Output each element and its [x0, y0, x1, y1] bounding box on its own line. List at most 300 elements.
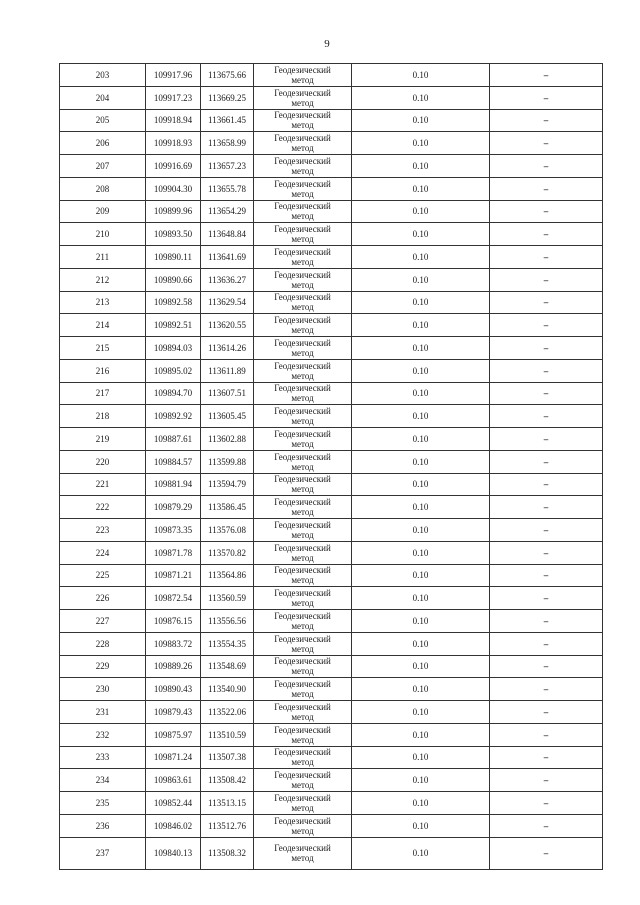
accuracy-cell: 0.10	[352, 473, 490, 496]
x-coordinate-cell: 109892.92	[146, 405, 201, 428]
x-coordinate-cell: 109916.69	[146, 155, 201, 178]
method-line-2: метод	[291, 165, 314, 176]
method-cell	[254, 792, 352, 815]
method-line-1: Геодезический	[274, 246, 331, 257]
point-number-cell: 211	[60, 246, 146, 269]
point-number-cell: 231	[60, 701, 146, 724]
method-cell	[254, 632, 352, 655]
y-coordinate-cell: 113576.08	[201, 519, 254, 542]
method-line-2: метод	[291, 416, 314, 427]
method-line-1: Геодезический	[274, 474, 331, 485]
accuracy-cell: 0.10	[352, 337, 490, 360]
note-cell: –	[490, 473, 603, 496]
method-line-1: Геодезический	[274, 633, 331, 644]
accuracy-cell: 0.10	[352, 268, 490, 291]
point-number-cell: 214	[60, 314, 146, 337]
method-line-1: Геодезический	[274, 519, 331, 530]
x-coordinate-cell: 109899.96	[146, 200, 201, 223]
method-line-2: метод	[291, 393, 314, 404]
note-cell: –	[490, 177, 603, 200]
accuracy-cell: 0.10	[352, 837, 490, 869]
note-cell: –	[490, 610, 603, 633]
method-line-2: метод	[291, 74, 314, 85]
method-cell	[254, 291, 352, 314]
point-number-cell: 207	[60, 155, 146, 178]
y-coordinate-cell: 113522.06	[201, 701, 254, 724]
accuracy-cell: 0.10	[352, 632, 490, 655]
method-line-1: Геодезический	[274, 155, 331, 166]
accuracy-cell: 0.10	[352, 200, 490, 223]
method-cell	[254, 132, 352, 155]
accuracy-cell: 0.10	[352, 359, 490, 382]
y-coordinate-cell: 113599.88	[201, 450, 254, 473]
table-row	[60, 86, 603, 109]
method-cell	[254, 359, 352, 382]
accuracy-cell: 0.10	[352, 109, 490, 132]
accuracy-cell: 0.10	[352, 314, 490, 337]
method-line-1: Геодезический	[274, 178, 331, 189]
accuracy-cell: 0.10	[352, 723, 490, 746]
method-line-1: Геодезический	[274, 360, 331, 371]
point-number-cell: 208	[60, 177, 146, 200]
accuracy-cell: 0.10	[352, 496, 490, 519]
method-line-2: метод	[291, 325, 314, 336]
method-line-1: Геодезический	[274, 87, 331, 98]
accuracy-cell: 0.10	[352, 155, 490, 178]
method-cell	[254, 64, 352, 87]
method-cell	[254, 337, 352, 360]
x-coordinate-cell: 109893.50	[146, 223, 201, 246]
table-row	[60, 519, 603, 542]
accuracy-cell: 0.10	[352, 519, 490, 542]
y-coordinate-cell: 113607.51	[201, 382, 254, 405]
method-line-2: метод	[291, 620, 314, 631]
method-line-1: Геодезический	[274, 224, 331, 235]
page-number: 9	[324, 38, 330, 50]
note-cell: –	[490, 587, 603, 610]
y-coordinate-cell: 113654.29	[201, 200, 254, 223]
y-coordinate-cell: 113508.42	[201, 769, 254, 792]
accuracy-cell: 0.10	[352, 541, 490, 564]
x-coordinate-cell: 109840.13	[146, 837, 201, 869]
y-coordinate-cell: 113594.79	[201, 473, 254, 496]
method-cell	[254, 746, 352, 769]
y-coordinate-cell: 113507.38	[201, 746, 254, 769]
method-line-2: метод	[291, 211, 314, 222]
note-cell: –	[490, 450, 603, 473]
note-cell: –	[490, 655, 603, 678]
y-coordinate-cell: 113655.78	[201, 177, 254, 200]
note-cell: –	[490, 814, 603, 837]
method-cell	[254, 450, 352, 473]
x-coordinate-cell: 109852.44	[146, 792, 201, 815]
table-row	[60, 814, 603, 837]
y-coordinate-cell: 113570.82	[201, 541, 254, 564]
y-coordinate-cell: 113636.27	[201, 268, 254, 291]
x-coordinate-cell: 109918.94	[146, 109, 201, 132]
x-coordinate-cell: 109879.43	[146, 701, 201, 724]
accuracy-cell: 0.10	[352, 655, 490, 678]
method-line-2: метод	[291, 853, 314, 863]
method-line-1: Геодезический	[274, 724, 331, 735]
x-coordinate-cell: 109892.51	[146, 314, 201, 337]
point-number-cell: 209	[60, 200, 146, 223]
x-coordinate-cell: 109884.57	[146, 450, 201, 473]
accuracy-cell: 0.10	[352, 701, 490, 724]
method-line-1: Геодезический	[274, 679, 331, 690]
method-line-1: Геодезический	[274, 315, 331, 326]
method-line-1: Геодезический	[274, 610, 331, 621]
table-row	[60, 837, 603, 869]
y-coordinate-cell: 113661.45	[201, 109, 254, 132]
point-number-cell: 203	[60, 64, 146, 87]
point-number-cell: 218	[60, 405, 146, 428]
point-number-cell: 216	[60, 359, 146, 382]
x-coordinate-cell: 109846.02	[146, 814, 201, 837]
y-coordinate-cell: 113669.25	[201, 86, 254, 109]
x-coordinate-cell: 109890.43	[146, 678, 201, 701]
table-row	[60, 109, 603, 132]
table-row	[60, 291, 603, 314]
method-line-1: Геодезический	[274, 770, 331, 781]
point-number-cell: 204	[60, 86, 146, 109]
accuracy-cell: 0.10	[352, 246, 490, 269]
method-line-1: Геодезический	[274, 110, 331, 121]
method-cell	[254, 155, 352, 178]
note-cell: –	[490, 769, 603, 792]
x-coordinate-cell: 109917.23	[146, 86, 201, 109]
y-coordinate-cell: 113648.84	[201, 223, 254, 246]
note-cell: –	[490, 701, 603, 724]
method-cell	[254, 428, 352, 451]
method-cell	[254, 314, 352, 337]
method-cell	[254, 655, 352, 678]
point-number-cell: 230	[60, 678, 146, 701]
point-number-cell: 232	[60, 723, 146, 746]
note-cell: –	[490, 632, 603, 655]
table-row	[60, 678, 603, 701]
table-row	[60, 200, 603, 223]
method-cell	[254, 814, 352, 837]
note-cell: –	[490, 314, 603, 337]
method-line-1: Геодезический	[274, 269, 331, 280]
table-row	[60, 610, 603, 633]
table-row	[60, 473, 603, 496]
method-cell	[254, 723, 352, 746]
method-line-1: Геодезический	[274, 815, 331, 826]
y-coordinate-cell: 113513.15	[201, 792, 254, 815]
x-coordinate-cell: 109890.11	[146, 246, 201, 269]
method-line-2: метод	[291, 484, 314, 495]
method-line-2: метод	[291, 143, 314, 154]
method-line-2: метод	[291, 234, 314, 245]
note-cell: –	[490, 405, 603, 428]
method-line-2: метод	[291, 438, 314, 449]
accuracy-cell: 0.10	[352, 382, 490, 405]
method-line-1: Геодезический	[274, 337, 331, 348]
y-coordinate-cell: 113602.88	[201, 428, 254, 451]
point-number-cell: 234	[60, 769, 146, 792]
y-coordinate-cell: 113508.32	[201, 837, 254, 869]
method-line-2: метод	[291, 757, 314, 768]
method-cell	[254, 473, 352, 496]
accuracy-cell: 0.10	[352, 678, 490, 701]
method-line-1: Геодезический	[274, 656, 331, 667]
method-cell	[254, 769, 352, 792]
table-row	[60, 155, 603, 178]
x-coordinate-cell: 109881.94	[146, 473, 201, 496]
method-cell	[254, 246, 352, 269]
method-line-2: метод	[291, 666, 314, 677]
method-line-1: Геодезический	[274, 64, 331, 75]
note-cell: –	[490, 564, 603, 587]
table-row	[60, 428, 603, 451]
method-cell	[254, 496, 352, 519]
x-coordinate-cell: 109871.24	[146, 746, 201, 769]
method-line-1: Геодезический	[274, 428, 331, 439]
coordinates-table	[59, 63, 603, 870]
x-coordinate-cell: 109918.93	[146, 132, 201, 155]
method-line-1: Геодезический	[274, 451, 331, 462]
x-coordinate-cell: 109894.70	[146, 382, 201, 405]
accuracy-cell: 0.10	[352, 177, 490, 200]
method-line-1: Геодезический	[274, 565, 331, 576]
method-line-2: метод	[291, 689, 314, 700]
table-row	[60, 177, 603, 200]
method-cell	[254, 200, 352, 223]
x-coordinate-cell: 109875.97	[146, 723, 201, 746]
point-number-cell: 235	[60, 792, 146, 815]
table-row	[60, 450, 603, 473]
note-cell: –	[490, 200, 603, 223]
x-coordinate-cell: 109892.58	[146, 291, 201, 314]
method-cell	[254, 564, 352, 587]
note-cell: –	[490, 268, 603, 291]
y-coordinate-cell: 113554.35	[201, 632, 254, 655]
x-coordinate-cell: 109883.72	[146, 632, 201, 655]
y-coordinate-cell: 113560.59	[201, 587, 254, 610]
note-cell: –	[490, 337, 603, 360]
note-cell: –	[490, 223, 603, 246]
point-number-cell: 223	[60, 519, 146, 542]
method-line-2: метод	[291, 120, 314, 131]
accuracy-cell: 0.10	[352, 223, 490, 246]
method-line-1: Геодезический	[274, 292, 331, 303]
method-line-1: Геодезический	[274, 497, 331, 508]
point-number-cell: 221	[60, 473, 146, 496]
y-coordinate-cell: 113641.69	[201, 246, 254, 269]
y-coordinate-cell: 113586.45	[201, 496, 254, 519]
x-coordinate-cell: 109890.66	[146, 268, 201, 291]
accuracy-cell: 0.10	[352, 587, 490, 610]
note-cell: –	[490, 519, 603, 542]
x-coordinate-cell: 109872.54	[146, 587, 201, 610]
table-row	[60, 268, 603, 291]
x-coordinate-cell: 109871.78	[146, 541, 201, 564]
method-line-1: Геодезический	[274, 383, 331, 394]
point-number-cell: 226	[60, 587, 146, 610]
method-cell	[254, 701, 352, 724]
method-line-2: метод	[291, 643, 314, 654]
accuracy-cell: 0.10	[352, 746, 490, 769]
point-number-cell: 225	[60, 564, 146, 587]
note-cell: –	[490, 496, 603, 519]
point-number-cell: 219	[60, 428, 146, 451]
y-coordinate-cell: 113605.45	[201, 405, 254, 428]
y-coordinate-cell: 113564.86	[201, 564, 254, 587]
accuracy-cell: 0.10	[352, 792, 490, 815]
table-row	[60, 632, 603, 655]
note-cell: –	[490, 382, 603, 405]
point-number-cell: 233	[60, 746, 146, 769]
method-cell	[254, 587, 352, 610]
method-line-1: Геодезический	[274, 406, 331, 417]
accuracy-cell: 0.10	[352, 769, 490, 792]
table-row	[60, 64, 603, 87]
point-number-cell: 227	[60, 610, 146, 633]
method-line-2: метод	[291, 256, 314, 267]
method-line-2: метод	[291, 825, 314, 836]
y-coordinate-cell: 113611.89	[201, 359, 254, 382]
method-line-2: метод	[291, 370, 314, 381]
point-number-cell: 237	[60, 837, 146, 869]
method-line-1: Геодезический	[274, 588, 331, 599]
table-row	[60, 701, 603, 724]
method-line-1: Геодезический	[274, 792, 331, 803]
accuracy-cell: 0.10	[352, 64, 490, 87]
x-coordinate-cell: 109863.61	[146, 769, 201, 792]
method-cell	[254, 109, 352, 132]
method-cell	[254, 405, 352, 428]
method-cell	[254, 541, 352, 564]
method-cell	[254, 223, 352, 246]
note-cell: –	[490, 678, 603, 701]
accuracy-cell: 0.10	[352, 428, 490, 451]
method-line-1: Геодезический	[274, 747, 331, 758]
method-line-2: метод	[291, 734, 314, 745]
accuracy-cell: 0.10	[352, 86, 490, 109]
y-coordinate-cell: 113658.99	[201, 132, 254, 155]
method-cell	[254, 610, 352, 633]
y-coordinate-cell: 113620.55	[201, 314, 254, 337]
point-number-cell: 205	[60, 109, 146, 132]
method-line-2: метод	[291, 188, 314, 199]
y-coordinate-cell: 113614.26	[201, 337, 254, 360]
x-coordinate-cell: 109889.26	[146, 655, 201, 678]
point-number-cell: 215	[60, 337, 146, 360]
method-cell	[254, 678, 352, 701]
table-row	[60, 359, 603, 382]
note-cell: –	[490, 428, 603, 451]
table-row	[60, 655, 603, 678]
method-line-2: метод	[291, 802, 314, 813]
point-number-cell: 212	[60, 268, 146, 291]
accuracy-cell: 0.10	[352, 610, 490, 633]
method-line-2: метод	[291, 552, 314, 563]
note-cell: –	[490, 541, 603, 564]
method-line-2: метод	[291, 279, 314, 290]
point-number-cell: 210	[60, 223, 146, 246]
accuracy-cell: 0.10	[352, 564, 490, 587]
method-cell	[254, 86, 352, 109]
point-number-cell: 228	[60, 632, 146, 655]
note-cell: –	[490, 291, 603, 314]
table-row	[60, 223, 603, 246]
x-coordinate-cell: 109873.35	[146, 519, 201, 542]
note-cell: –	[490, 792, 603, 815]
table-row	[60, 246, 603, 269]
note-cell: –	[490, 132, 603, 155]
table-row	[60, 792, 603, 815]
method-cell	[254, 177, 352, 200]
point-number-cell: 217	[60, 382, 146, 405]
method-line-1: Геодезический	[274, 701, 331, 712]
accuracy-cell: 0.10	[352, 450, 490, 473]
accuracy-cell: 0.10	[352, 291, 490, 314]
note-cell: –	[490, 155, 603, 178]
y-coordinate-cell: 113512.76	[201, 814, 254, 837]
x-coordinate-cell: 109895.02	[146, 359, 201, 382]
method-line-1: Геодезический	[274, 843, 331, 853]
method-cell	[254, 837, 352, 869]
method-cell	[254, 519, 352, 542]
note-cell: –	[490, 723, 603, 746]
method-line-2: метод	[291, 461, 314, 472]
table-row	[60, 769, 603, 792]
y-coordinate-cell: 113556.56	[201, 610, 254, 633]
table-row	[60, 746, 603, 769]
method-line-2: метод	[291, 575, 314, 586]
note-cell: –	[490, 86, 603, 109]
coordinates-table-body	[60, 64, 603, 870]
method-line-2: метод	[291, 711, 314, 722]
method-line-2: метод	[291, 302, 314, 313]
point-number-cell: 213	[60, 291, 146, 314]
point-number-cell: 229	[60, 655, 146, 678]
y-coordinate-cell: 113629.54	[201, 291, 254, 314]
x-coordinate-cell: 109894.03	[146, 337, 201, 360]
note-cell: –	[490, 359, 603, 382]
note-cell: –	[490, 246, 603, 269]
accuracy-cell: 0.10	[352, 814, 490, 837]
accuracy-cell: 0.10	[352, 405, 490, 428]
x-coordinate-cell: 109879.29	[146, 496, 201, 519]
table-row	[60, 132, 603, 155]
point-number-cell: 220	[60, 450, 146, 473]
x-coordinate-cell: 109876.15	[146, 610, 201, 633]
table-row	[60, 337, 603, 360]
method-line-1: Геодезический	[274, 201, 331, 212]
point-number-cell: 236	[60, 814, 146, 837]
method-line-2: метод	[291, 529, 314, 540]
note-cell: –	[490, 64, 603, 87]
x-coordinate-cell: 109917.96	[146, 64, 201, 87]
note-cell: –	[490, 837, 603, 869]
point-number-cell: 224	[60, 541, 146, 564]
table-row	[60, 382, 603, 405]
method-cell	[254, 382, 352, 405]
method-cell	[254, 268, 352, 291]
y-coordinate-cell: 113657.23	[201, 155, 254, 178]
note-cell: –	[490, 746, 603, 769]
table-row	[60, 405, 603, 428]
x-coordinate-cell: 109904.30	[146, 177, 201, 200]
method-line-1: Геодезический	[274, 133, 331, 144]
y-coordinate-cell: 113548.69	[201, 655, 254, 678]
method-line-2: метод	[291, 780, 314, 791]
table-row	[60, 496, 603, 519]
table-row	[60, 314, 603, 337]
